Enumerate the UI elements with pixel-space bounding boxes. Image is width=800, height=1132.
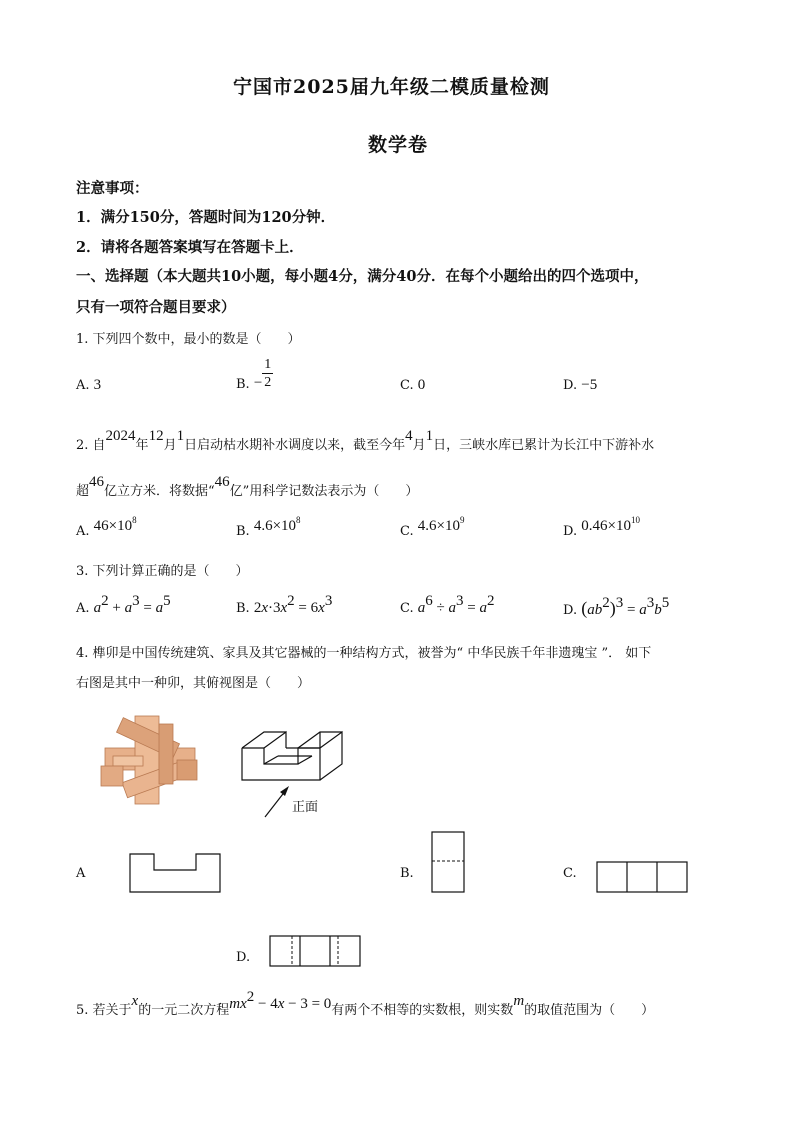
fraction [262,356,273,391]
numerator: 1 [264,357,272,372]
note-item: 1．满分150分，答题时间为120分钟． [76,209,336,226]
q4-option-c-figure [595,860,689,894]
option-label: D. [563,378,578,393]
question-2-line1: 2. 自2024年12月1日启动枯水期补水调度以来，截至今年4月1日，三峡水库已累计为长江中下游补水 [76,428,655,453]
q4-option-c-label: C. [563,866,577,881]
equation: $mx^2 - 4x - 3 = 0$ [229,989,332,1012]
question-4-line2: 右图是其中一种卯，其俯视图是（ ） [76,676,311,691]
option-label: C. [400,378,414,393]
q4-option-a-figure [128,852,222,894]
question-5-stem: 5. 若关于x的一元二次方程$mx^2 - 4x - 3 = 0$有两个不相等的实数根，则实数m的取值范围为（ ） [76,989,655,1018]
section-heading-cont: 只有一项符合题目要求） [76,299,236,316]
variable-x: x [131,993,139,1009]
q2-option-b: B. $4.6\times 10^8$ [236,515,301,539]
q3-option-b: B. $2x\cdot 3x^2 = 6x^3$ [236,593,333,616]
q2-option-d: D. $0.46\times 10^{10}$ [563,515,640,539]
q3-option-c: C. $a^6 \div a^3 = a^2$ [400,593,495,616]
q2-option-a: A. $46\times 10^8$ [76,515,137,539]
amount: 46 [214,474,230,490]
month: 12 [148,428,164,444]
q1-option-c [400,377,425,394]
month: 4 [405,428,413,444]
front-arrow-icon [262,784,292,820]
wooden-puzzle-image [95,710,205,810]
variable-m: m [513,993,525,1009]
option-value: −5 [581,377,598,393]
q3-option-d: D. $(ab^2)^3 = a^3b^5$ [563,595,670,618]
front-label: 正面 [292,800,319,815]
amount: 46 [89,474,105,490]
note-item: 2．请将各题答案填写在答题卡上． [76,239,304,256]
q3-option-a: A. $a^2 + a^3 = a^5$ [76,593,171,616]
year: 2024 [105,428,136,444]
page-title: 宁国市2025届九年级二模质量检测 [233,76,550,98]
notes-heading: 注意事项： [76,180,149,197]
q4-option-d-figure [268,934,362,968]
q4-option-b-label: B. [400,866,414,881]
question-4-line1: 4. 榫卯是中国传统建筑、家具及其它器械的一种结构方式，被誉为“ 中华民族千年非遗瑰宝 ”． 如下 [76,646,652,661]
option-label: B. [236,377,250,392]
q4-option-d-label: D. [236,950,251,965]
q1-option-b [236,356,273,391]
q4-option-b-figure [430,830,466,894]
day: 1 [176,428,185,444]
question-2-line2: 超46亿立方米．将数据“46亿”用科学记数法表示为（ ） [76,474,419,499]
option-value: 3 [93,377,102,393]
page-subtitle: 数学卷 [368,134,429,156]
option-value: 0 [417,377,426,393]
question-1-stem: 1. 下列四个数中，最小的数是（ ） [76,332,301,347]
q4-option-a-label: A [76,866,86,881]
denominator: 2 [264,375,272,390]
minus-sign: − [253,375,263,391]
section-heading: 一、选择题（本大题共10小题，每小题4分，满分40分．在每个小题给出的四个选项中， [76,268,649,285]
q1-option-a [76,377,101,394]
q1-option-d [563,377,597,394]
option-label: A. [76,378,90,393]
q2-option-c: C. $4.6\times 10^9$ [400,515,465,539]
question-3-stem: 3. 下列计算正确的是（ ） [76,564,249,579]
day: 1 [425,428,434,444]
